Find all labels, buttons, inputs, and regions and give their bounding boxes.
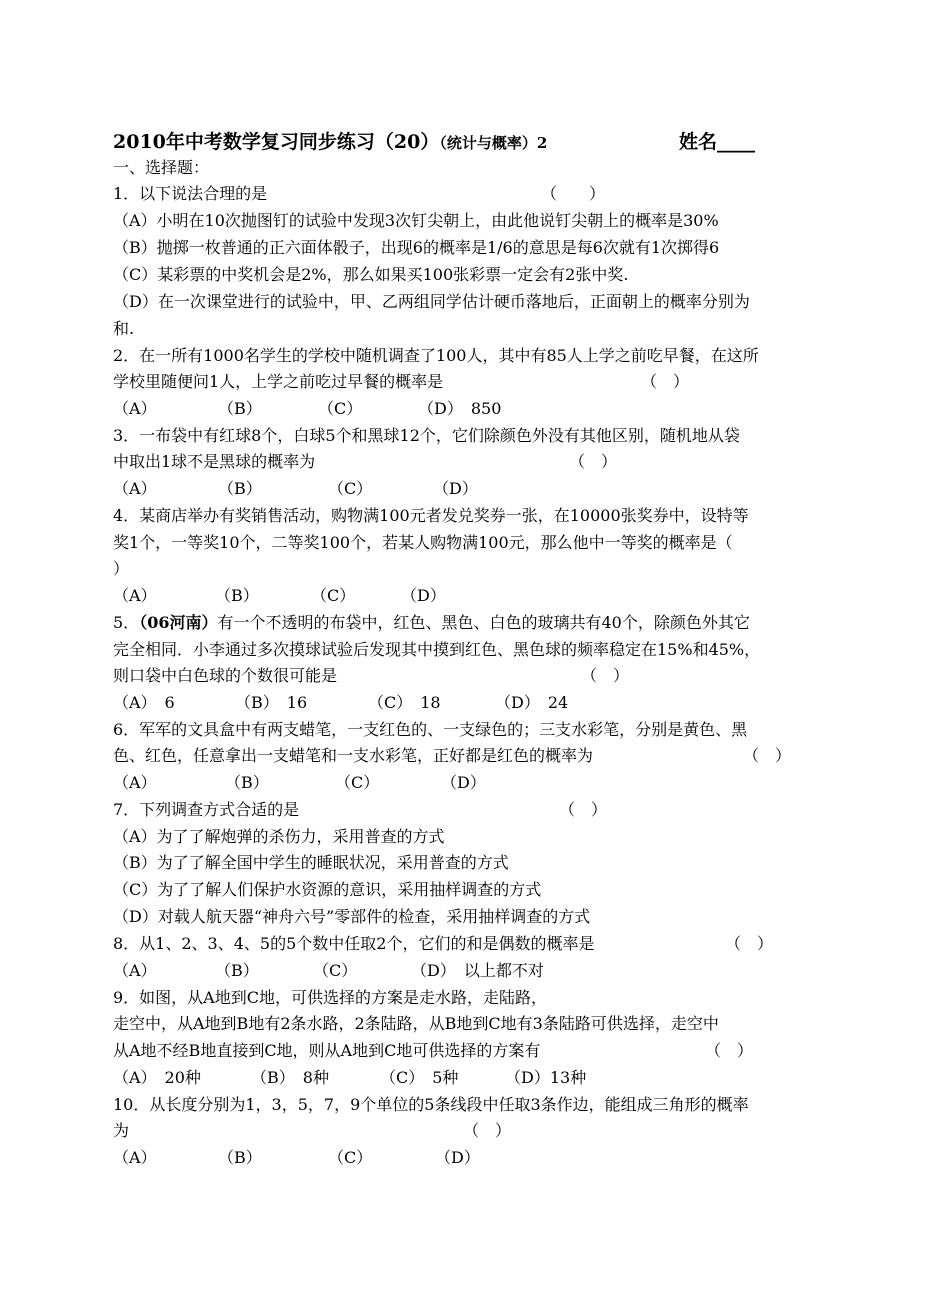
option-2d: （D） 850 (418, 399, 502, 418)
option-9a: （A） 20种 (113, 1068, 201, 1087)
document-title (113, 132, 840, 153)
question-8 (113, 934, 840, 954)
question-7 (113, 800, 840, 820)
option-7b: （B）为了了解全国中学生的睡眠状况，采用普查的方式 (113, 853, 509, 872)
answer-paren: （ ） (641, 372, 690, 391)
option-8a: （A） (113, 961, 157, 980)
question-5-line-2: 完全相同．小李通过多次摸球试验后发现其中摸到红色、黑色球的频率稳定在15%和45%， (113, 640, 761, 659)
answer-paren: （ ） (743, 746, 792, 765)
question-6-line-1: 6．军军的文具盒中有两支蜡笔，一支红色的、一支绿色的；三支水彩笔，分别是黄色、黑 (113, 720, 748, 739)
question-1-text: 1．以下说法合理的是 (113, 184, 268, 203)
question-4-line-1: 4．某商店举办有奖销售活动，购物满100元者发兑奖券一张，在10000张奖券中，设特等 (113, 506, 749, 525)
option-2a: （A） (113, 399, 157, 418)
option-5d: （D） 24 (495, 693, 569, 712)
option-10d: （D） (435, 1148, 480, 1167)
answer-paren: （ ） (463, 1121, 512, 1140)
option-10b: （B） (218, 1148, 262, 1167)
question-3-text: 中取出1球不是黑球的概率为 (113, 452, 316, 471)
question-5-line-3 (113, 666, 840, 686)
question-6-text: 色、红色，任意拿出一支蜡笔和一支水彩笔，正好都是红色的概率为 (113, 746, 594, 765)
option-4a: （A） (113, 586, 157, 605)
option-5a: （A） 6 (113, 693, 175, 712)
option-1a: （A）小明在10次抛图钉的试验中发现3次钉尖朝上，由此他说钉尖朝上的概率是30% (113, 211, 719, 230)
option-1d: （D）在一次课堂进行的试验中，甲、乙两组同学估计硬币落地后，正面朝上的概率分别为 (113, 292, 750, 311)
question-5-text-2: 则口袋中白色球的个数很可能是 (113, 666, 338, 685)
question-7-text: 7．下列调查方式合适的是 (113, 800, 300, 819)
option-5c: （C） 18 (368, 693, 441, 712)
answer-paren: （ ） (581, 666, 630, 685)
answer-paren: （ ） (705, 1041, 754, 1060)
option-8b: （B） (215, 961, 259, 980)
option-10c: （C） (328, 1148, 373, 1167)
question-1 (113, 184, 840, 204)
question-2-line-1: 2．在一所有1000名学生的学校中随机调查了100人，其中有85人上学之前吃早餐，在这所 (113, 346, 759, 365)
question-10-line-1: 10．从长度分别为1，3，5，7，9个单位的5条线段中任取3条作边，能组成三角形的概率 (113, 1095, 749, 1114)
answer-paren: （ ） (559, 800, 608, 819)
answer-paren: （ ） (725, 934, 774, 953)
answer-paren: （ ） (569, 452, 618, 471)
option-7a: （A）为了了解炮弹的杀伤力，采用普查的方式 (113, 827, 445, 846)
section-heading: 一、选择题： (113, 158, 210, 177)
question-6-line-2 (113, 746, 840, 766)
question-4-line-2: 奖1个，一等奖10个，二等奖100个，若某人购物满100元，那么他中一等奖的概率是（ (113, 533, 733, 552)
question-9-line-1: 9．如图，从A地到C地，可供选择的方案是走水路，走陆路， (113, 988, 547, 1007)
option-2b: （B） (218, 399, 262, 418)
option-8d: （D） 以上都不对 (411, 961, 544, 980)
option-6b: （B） (225, 773, 269, 792)
option-10a: （A） (113, 1148, 157, 1167)
question-2-text: 学校里随便问1人，上学之前吃过早餐的概率是 (113, 372, 444, 391)
answer-paren: （ ） (541, 184, 606, 203)
question-5-text: 有一个不透明的布袋中，红色、黑色、白色的玻璃共有40个，除颜色外其它 (217, 613, 750, 632)
option-3d: （D） (433, 479, 478, 498)
option-1b: （B）抛掷一枚普通的正六面体骰子，出现6的概率是1/6的意思是每6次就有1次掷得6 (113, 238, 720, 257)
option-8c: （C） (313, 961, 358, 980)
question-3-line-1: 3．一布袋中有红球8个，白球5个和黑球12个，它们除颜色外没有其他区别，随机地从袋 (113, 426, 740, 445)
question-10-line-2 (113, 1121, 840, 1141)
title-main: 2010年中考数学复习同步练习（20） (113, 131, 440, 153)
option-4c: （C） (311, 586, 356, 605)
option-6d: （D） (441, 773, 486, 792)
question-5-source: （06河南） (139, 613, 218, 632)
question-10-text: 为 (113, 1121, 130, 1140)
option-6a: （A） (113, 773, 157, 792)
question-5-line-1 (113, 613, 840, 633)
option-9b: （B） 8种 (251, 1068, 329, 1087)
option-3b: （B） (218, 479, 262, 498)
option-4d: （D） (401, 586, 446, 605)
question-3-line-2 (113, 452, 840, 472)
option-1c: （C）某彩票的中奖机会是2%，那么如果买100张彩票一定会有2张中奖. (113, 265, 629, 284)
title-sub: （统计与概率）2 (439, 134, 548, 152)
option-2c: （C） (318, 399, 363, 418)
question-4-line-3: ） (113, 559, 130, 578)
question-2-line-2 (113, 372, 840, 392)
option-7d: （D）对载人航天器“神舟六号”零部件的检查，采用抽样调查的方式 (113, 907, 591, 926)
option-5b: （B） 16 (235, 693, 308, 712)
option-9d: （D）13种 (505, 1068, 587, 1087)
question-9-line-3 (113, 1041, 840, 1061)
option-3a: （A） (113, 479, 157, 498)
option-1d-cont: 和. (113, 319, 135, 338)
question-8-text: 8．从1、2、3、4、5的5个数中任取2个，它们的和是偶数的概率是 (113, 934, 595, 953)
name-label: 姓名____ (679, 131, 756, 153)
option-3c: （C） (328, 479, 373, 498)
option-7c: （C）为了了解人们保护水资源的意识，采用抽样调查的方式 (113, 880, 542, 899)
option-6c: （C） (335, 773, 380, 792)
option-9c: （C） 5种 (380, 1068, 459, 1087)
question-9-line-2: 走空中，从A地到B地有2条水路，2条陆路，从B地到C地有3条陆路可供选择，走空中 (113, 1014, 719, 1033)
question-9-text: 从A地不经B地直接到C地，则从A地到C地可供选择的方案有 (113, 1041, 541, 1060)
question-5-number: 5． (113, 613, 140, 632)
option-4b: （B） (215, 586, 259, 605)
